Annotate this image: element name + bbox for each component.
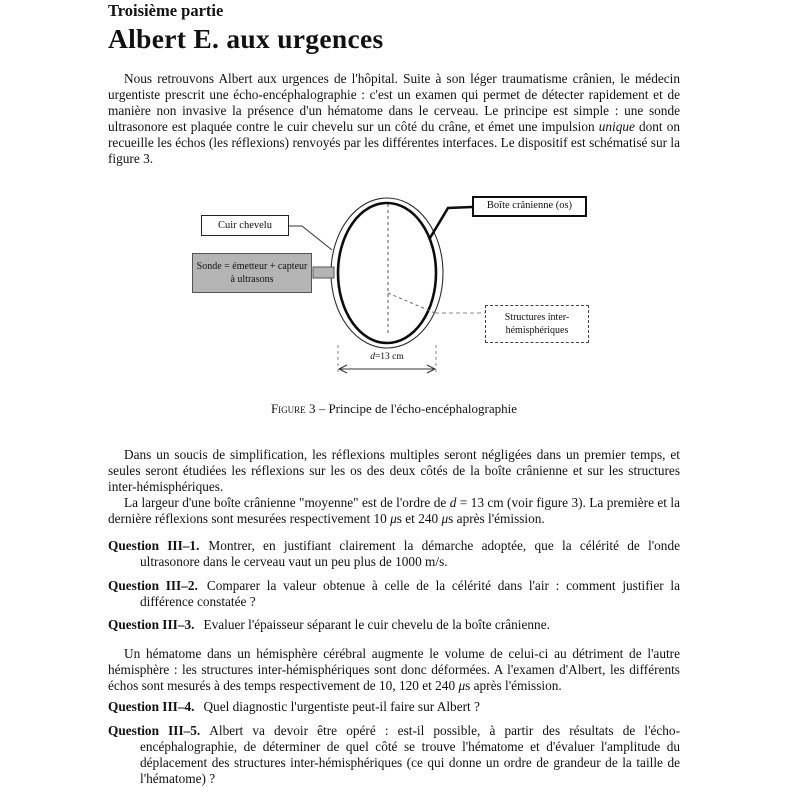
question-text: Albert va devoir être opéré : est-il possible, à partir des résultats de l'écho-encéphalographie, de déterminer de quel côté se trouve l'hématome et d'évaluer l'amplitude du déplacement des structures inter-hémisphériques (ce qui donne un ordre de grandeur de la taille de l'hématome) ? bbox=[140, 723, 680, 786]
figure-label-skull: Boîte crânienne (os) bbox=[472, 196, 587, 217]
page-title: Albert E. aux urgences bbox=[108, 23, 384, 54]
question-iii-5 bbox=[108, 723, 680, 787]
figure-label-structures bbox=[485, 305, 589, 343]
figure-caption: Figure 3 – Principe de l'écho-encéphalographie bbox=[270, 401, 518, 416]
question-text: Montrer, en justifiant clairement la démarche adoptée, que la célérité de l'onde ultrasonore dans le cerveau vaut un peu plus de 1000 m/s. bbox=[140, 538, 681, 569]
structures-label-line1: Structures inter- bbox=[504, 312, 570, 323]
question-text: Quel diagnostic l'urgentiste peut-il faire sur Albert ? bbox=[203, 699, 480, 714]
paragraph-simplification: Dans un soucis de simplification, les réflexions multiples seront négligées dans un premier temps, et seules seront étudiées les réflexions sur les os des deux côtés de la boîte crânienne et sur les structures inter-hémisphériques. bbox=[108, 447, 680, 494]
skull-ellipse bbox=[338, 203, 436, 343]
question-iii-1 bbox=[108, 538, 680, 570]
figure-label-scalp: Cuir chevelu bbox=[201, 215, 289, 236]
question-label: Question III–2. bbox=[108, 578, 198, 593]
scalp-label-connector bbox=[289, 226, 332, 250]
question-label: Question III–3. bbox=[108, 617, 195, 632]
question-iii-2 bbox=[108, 578, 680, 610]
paragraph-hematoma: Un hématome dans un hémisphère cérébral augmente le volume de celui-ci au détriment de l'autre hémisphère : les structures inter-hémisphériques sont donc déformées. A l'examen d'Albert, les différents échos sont mesurés à des temps respectivement de 10, 120 et 240 μs après l'émission. bbox=[108, 646, 680, 693]
probe-tip-rect bbox=[313, 267, 334, 278]
question-iii-4 bbox=[108, 699, 680, 715]
part-label: Troisième partie bbox=[108, 1, 224, 20]
structures-label-line2: hémisphériques bbox=[505, 325, 569, 336]
intro-paragraph: Nous retrouvons Albert aux urgences de l'hôpital. Suite à son léger traumatisme crânien, le médecin urgentiste prescrit une écho-encéphalographie : c'est un examen qui permet de détecter rapidement et de manière non invasive la présence d'un hématome dans le cerveau. Le principe est simple : une sonde ultrasonore est plaquée contre le cuir chevelu sur un côté du crâne, et émet une impulsion unique dont on recueille les échos (les réflexions) renvoyés par les différentes interfaces. Le dispositif est schématisé sur la figure 3. bbox=[108, 71, 680, 166]
probe-label-line2: à ultrasons bbox=[230, 274, 274, 285]
skull-label-connector bbox=[430, 207, 472, 238]
question-label: Question III–5. bbox=[108, 723, 201, 738]
figure-diameter-label: d=13 cm bbox=[370, 352, 404, 362]
probe-label-line1: Sonde = émetteur + capteur bbox=[196, 261, 308, 272]
figure-label-probe bbox=[192, 253, 312, 293]
question-iii-3 bbox=[108, 617, 680, 633]
scalp-ellipse bbox=[331, 198, 443, 348]
question-label: Question III–4. bbox=[108, 699, 195, 714]
structures-pointer-diagonal bbox=[388, 293, 435, 313]
paragraph-skull-width: La largeur d'une boîte crânienne "moyenne" est de l'ordre de d = 13 cm (voir figure 3). La première et la dernière réflexions sont mesurées respectivement 10 μs et 240 μs après l'émission. bbox=[108, 495, 681, 526]
body-paragraph-block bbox=[108, 447, 680, 527]
question-label: Question III–1. bbox=[108, 538, 200, 553]
question-text: Evaluer l'épaisseur séparant le cuir chevelu de la boîte crânienne. bbox=[203, 617, 550, 632]
question-text: Comparer la valeur obtenue à celle de la célérité dans l'air : comment justifier la différence constatée ? bbox=[140, 578, 680, 609]
figure-echo-encephalography-diagram bbox=[180, 188, 610, 398]
